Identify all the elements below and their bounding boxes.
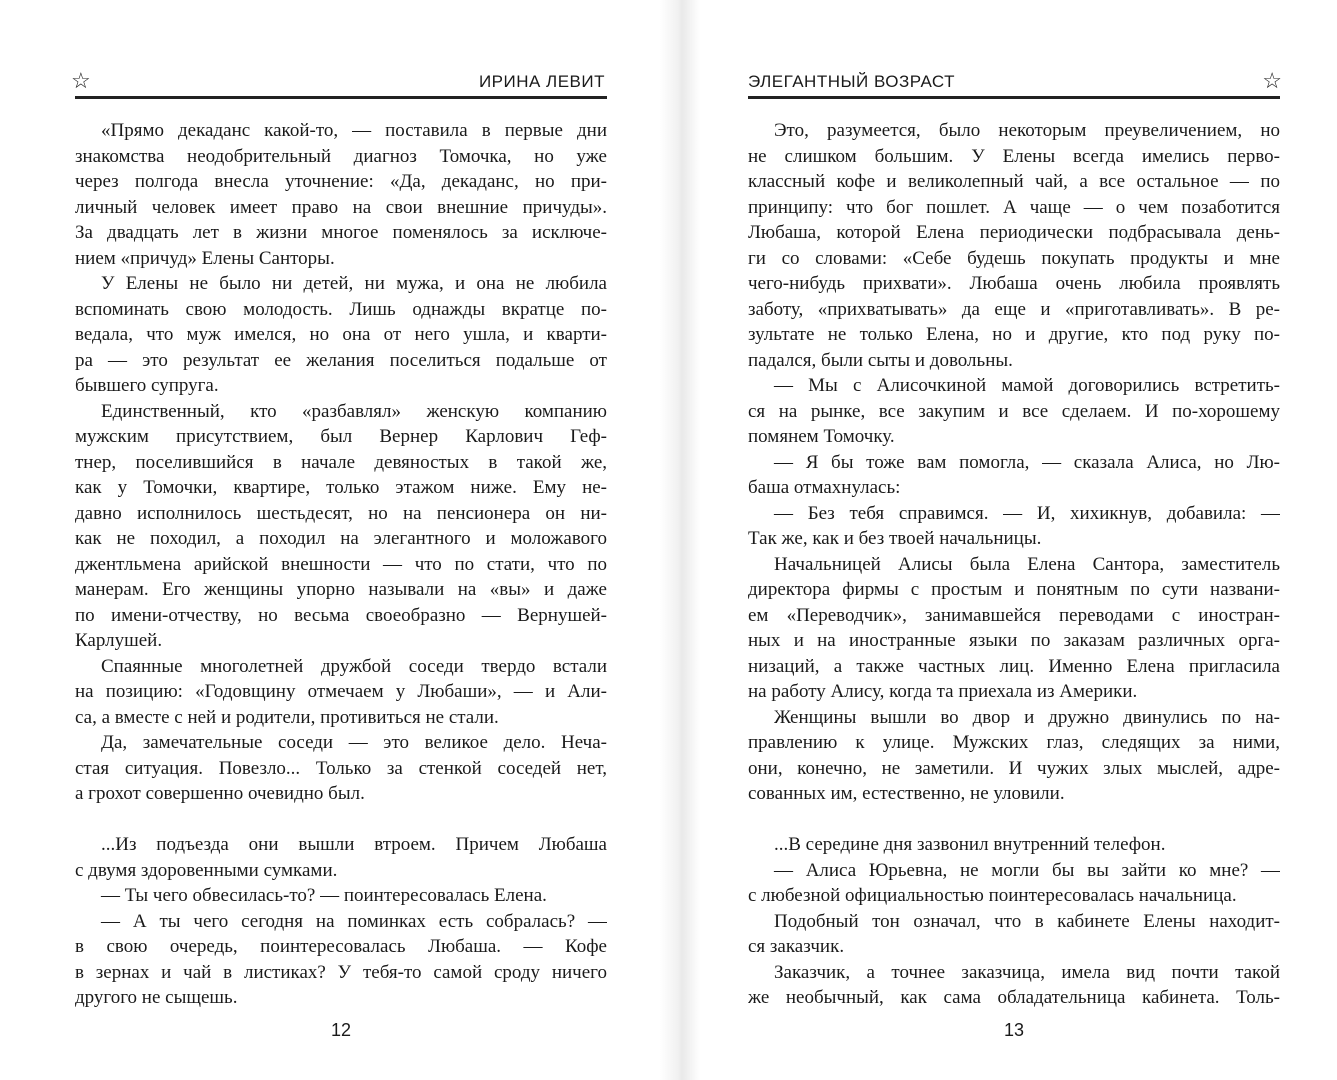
text-line: вспоминать свою молодость. Лишь однажды вкратце по- bbox=[75, 298, 607, 320]
text-line: ...В середине дня зазвонил внутренний телефон. bbox=[774, 834, 1166, 855]
text-line: Начальницей Алисы была Елена Сантора, заместитель bbox=[774, 553, 1280, 575]
running-header bbox=[748, 68, 1280, 99]
text-line: не слишком большим. У Елены всегда имелись перво- bbox=[748, 145, 1280, 167]
text-line: Женщины вышли во двор и дружно двинулись по на- bbox=[774, 706, 1280, 728]
text-line: с двумя здоровенными сумками. bbox=[75, 859, 338, 881]
text-line: Карлушей. bbox=[75, 630, 163, 651]
text-line: стая ситуация. Повезло... Только за стенкой соседей нет, bbox=[75, 757, 607, 779]
text-line: принципу: что бог пошлет. А чаще — о чем позаботится bbox=[748, 196, 1280, 218]
author-name: ИРИНА ЛЕВИТ bbox=[478, 72, 605, 91]
text-line: ведала, что муж имелся, но она от него ушла, и кварти- bbox=[75, 324, 607, 345]
text-line: сованных им, естественно, не уловили. bbox=[748, 783, 1065, 804]
text-line: За двадцать лет в жизни многое поменялось за исключе- bbox=[75, 222, 607, 243]
page-number: 12 bbox=[330, 1020, 352, 1040]
text-line: чего-нибудь прихвати». Любаша очень любила проявлять bbox=[748, 273, 1280, 294]
text-line: ем «Переводчик», занимавшейся переводами с иностран- bbox=[748, 604, 1280, 626]
text-line: заботу, «прихватывать» да еще и «приготавливать». В ре- bbox=[748, 298, 1280, 320]
text-line: ных и на иностранные языки по заказам различных орга- bbox=[748, 630, 1280, 651]
text-line: падался, были сыты и довольны. bbox=[748, 349, 1013, 371]
text-line: мужским присутствием, был Вернер Карлович Геф- bbox=[75, 426, 607, 447]
text-line: У Елены не было ни детей, ни мужа, и она не любила bbox=[101, 273, 607, 294]
text-line bbox=[748, 807, 1280, 833]
text-line: нием «причуд» Елены Санторы. bbox=[75, 247, 335, 269]
text-line: баша отмахнулась: bbox=[748, 477, 901, 498]
text-line: как у Томочки, квартире, только этажом ниже. Ему не- bbox=[75, 477, 607, 498]
book-spine-shadow bbox=[660, 0, 700, 1080]
text-line: личный человек имеет право на свои внешние причуды». bbox=[75, 196, 607, 218]
star-icon: ☆ bbox=[1262, 68, 1282, 93]
text-line: ги со словами: «Себе будешь покупать продукты и мне bbox=[748, 247, 1280, 269]
text-line: — Алиса Юрьевна, не могли бы вы зайти ко мне? — bbox=[774, 859, 1280, 881]
text-line: классный кофе и великолепный чай, а все остальное — по bbox=[748, 171, 1280, 192]
text-line: правлению к улице. Мужских глаз, следящих за ними, bbox=[748, 732, 1280, 753]
text-line: манерам. Его женщины упорно называли на «вы» и даже bbox=[75, 579, 607, 600]
text-line: давно исполнилось шестьдесят, но на пенсионера он ни- bbox=[75, 502, 607, 524]
text-line: ся на рынке, все закупим и все сделаем. И по-хорошему bbox=[748, 400, 1280, 422]
text-line: Спаянные многолетней дружбой соседи твердо встали bbox=[101, 655, 607, 677]
text-line: на позицию: «Годовщину отмечаем у Любаши», — и Али- bbox=[75, 681, 607, 702]
text-line: в зернах и чай в листиках? У тебя-то самой сроду ничего bbox=[75, 961, 607, 983]
text-line: — А ты чего сегодня на поминках есть собралась? — bbox=[101, 910, 607, 932]
page-text bbox=[748, 118, 1280, 1011]
text-line: низаций, а также частных лиц. Именно Елена пригласила bbox=[748, 655, 1280, 677]
text-line: они, конечно, не заметили. И чужих злых мыслей, адре- bbox=[748, 757, 1280, 779]
text-line: Любаша, которой Елена периодически подбрасывала день- bbox=[748, 222, 1280, 243]
left-page bbox=[71, 0, 607, 1080]
text-line: ...Из подъезда они вышли втроем. Причем Любаша bbox=[101, 834, 607, 855]
text-line: Подобный тон означал, что в кабинете Елены находит- bbox=[774, 910, 1280, 932]
text-line: Так же, как и без твоей начальницы. bbox=[748, 528, 1042, 549]
text-line: — Ты чего обвесилась-то? — поинтересовалась Елена. bbox=[101, 885, 547, 906]
text-line: в свою очередь, поинтересовалась Любаша. — Кофе bbox=[75, 936, 607, 957]
running-header bbox=[71, 68, 607, 99]
text-line: Единственный, кто «разбавлял» женскую компанию bbox=[101, 400, 607, 422]
text-line: помянем Томочку. bbox=[748, 426, 895, 447]
text-line: с любезной официальностью поинтересовалась начальница. bbox=[748, 885, 1237, 906]
text-line: — Я бы тоже вам помогла, — сказала Алиса, но Лю- bbox=[774, 451, 1280, 473]
text-line bbox=[75, 807, 607, 833]
book-title: ЭЛЕГАНТНЫЙ ВОЗРАСТ bbox=[748, 72, 956, 91]
text-line: по имени-отчеству, но весьма своеобразно — Вернушей- bbox=[75, 604, 607, 626]
text-line: Да, замечательные соседи — это великое дело. Неча- bbox=[101, 732, 607, 753]
text-line: джентльмена арийской внешности — что по стати, что по bbox=[75, 553, 607, 575]
page-text bbox=[75, 118, 607, 1011]
text-line: зультате не только Елена, но и другие, кто под руку по- bbox=[748, 324, 1280, 345]
star-icon: ☆ bbox=[71, 68, 91, 93]
text-line: другого не сыщешь. bbox=[75, 987, 238, 1008]
text-line: — Мы с Алисочкиной мамой договорились встретить- bbox=[774, 375, 1280, 396]
text-line: на работу Алису, когда та приехала из Америки. bbox=[748, 681, 1138, 702]
text-line: «Прямо декаданс какой-то, — поставила в первые дни bbox=[101, 120, 607, 141]
text-line: как не походил, а походил на элегантного и моложавого bbox=[75, 528, 607, 549]
text-line: бывшего супруга. bbox=[75, 375, 219, 396]
text-line: ся заказчик. bbox=[748, 936, 845, 957]
text-line: же необычный, как сама обладательница кабинета. Толь- bbox=[748, 987, 1280, 1008]
text-line: знакомства неодобрительный диагноз Томочка, но уже bbox=[75, 145, 607, 167]
text-line: а грохот совершенно очевидно был. bbox=[75, 783, 365, 804]
text-line: директора фирмы с простым и понятным по сути названи- bbox=[748, 579, 1280, 600]
text-line: ра — это результат ее желания поселиться подальше от bbox=[75, 349, 607, 371]
right-page bbox=[748, 0, 1280, 1080]
text-line: Это, разумеется, было некоторым преувеличением, но bbox=[774, 120, 1280, 141]
text-line: — Без тебя справимся. — И, хихикнув, добавила: — bbox=[774, 502, 1280, 524]
text-line: тнер, поселившийся в начале девяностых в такой же, bbox=[75, 451, 607, 473]
text-line: через полгода внесла уточнение: «Да, декаданс, но при- bbox=[75, 171, 607, 192]
text-line: са, а вместе с ней и родители, противиться не стали. bbox=[75, 706, 499, 728]
page-number: 13 bbox=[1003, 1020, 1025, 1040]
text-line: Заказчик, а точнее заказчица, имела вид почти такой bbox=[774, 961, 1280, 983]
